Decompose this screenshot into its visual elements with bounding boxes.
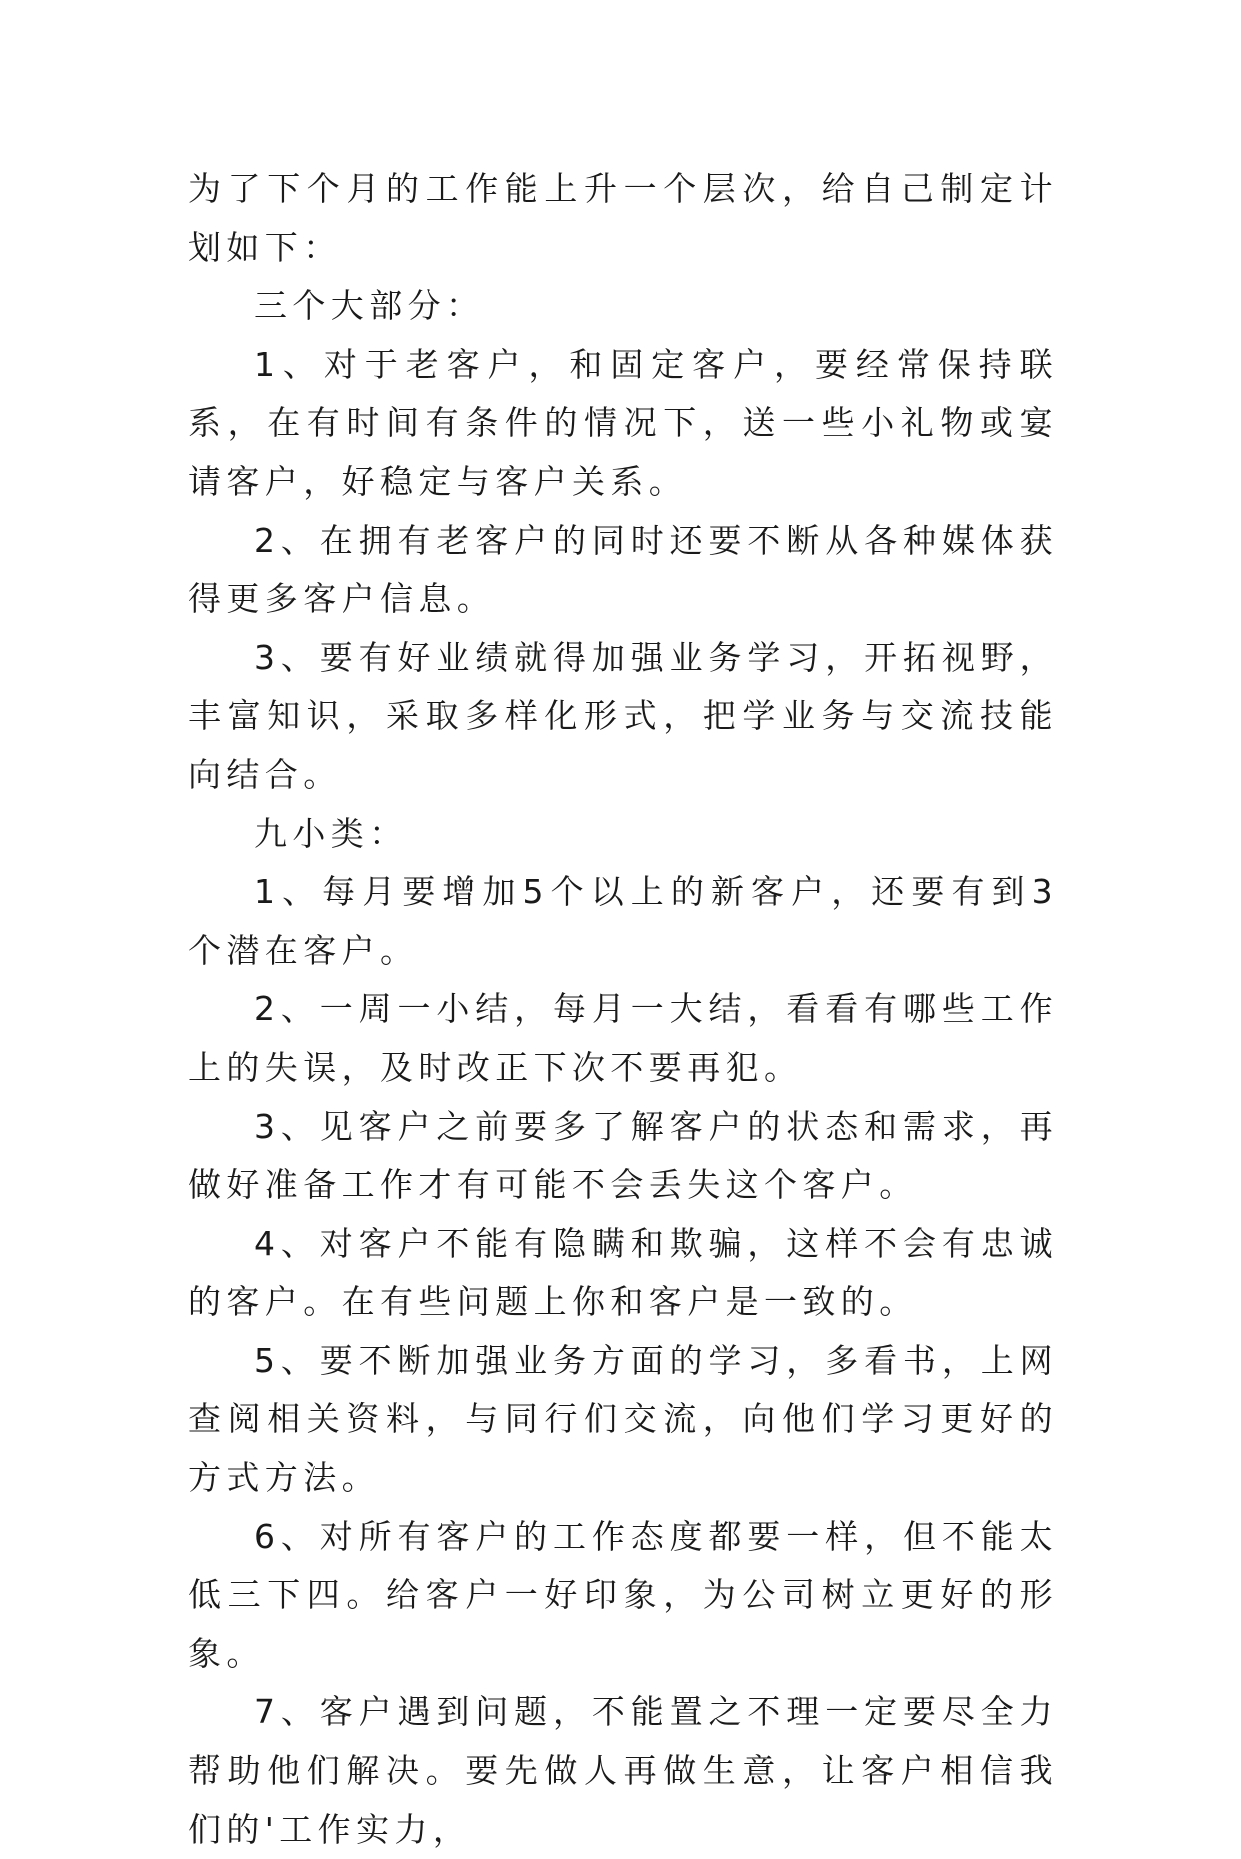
paragraph-item-4: 4、对客户不能有隐瞒和欺骗，这样不会有忠诚的客户。在有些问题上你和客户是一致的。 [188,1223,1058,1322]
paragraph-part-2: 2、在拥有老客户的同时还要不断从各种媒体获得更多客户信息。 [188,520,1058,619]
paragraph-part-1: 1、对于老客户，和固定客户，要经常保持联系，在有时间有条件的情况下，送一些小礼物或宴请客户，好稳定与客户关系。 [188,344,1058,501]
paragraph-item-1: 1、每月要增加5个以上的新客户，还要有到3个潜在客户。 [188,872,1058,970]
document-body [188,160,1058,1859]
paragraph-intro: 为了下个月的工作能上升一个层次，给自己制定计划如下： [188,169,1058,267]
paragraph-item-3: 3、见客户之前要多了解客户的状态和需求，再做好准备工作才有可能不会丢失这个客户。 [188,1106,1058,1205]
paragraph-item-5: 5、要不断加强业务方面的学习，多看书，上网查阅相关资料，与同行们交流，向他们学习更好的方式方法。 [188,1340,1058,1498]
paragraph-item-6: 6、对所有客户的工作态度都要一样，但不能太低三下四。给客户一好印象，为公司树立更好的形象。 [188,1516,1058,1673]
section-heading-nine-items: 九小类： [254,813,408,853]
paragraph-item-2: 2、一周一小结，每月一大结，看看有哪些工作上的失误，及时改正下次不要再犯。 [188,989,1058,1087]
section-heading-three-parts: 三个大部分： [254,286,485,326]
paragraph-part-3: 3、要有好业绩就得加强业务学习，开拓视野，丰富知识，采取多样化形式，把学业务与交流技能向结合。 [188,637,1058,794]
paragraph-item-7: 7、客户遇到问题，不能置之不理一定要尽全力帮助他们解决。要先做人再做生意，让客户相信我们的'工作实力， [188,1692,1058,1849]
